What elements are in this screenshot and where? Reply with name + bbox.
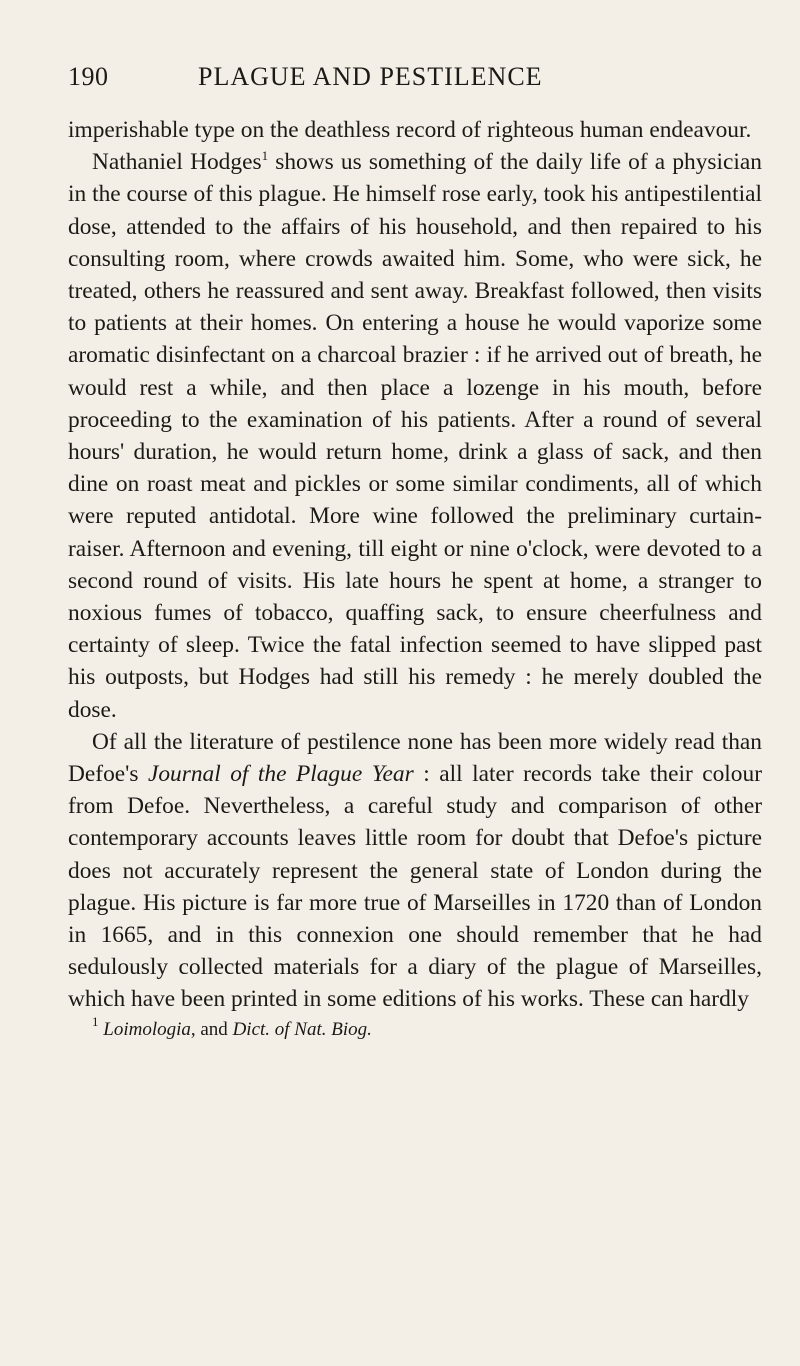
book-page xyxy=(68,62,762,1042)
page-number: 190 xyxy=(68,62,109,91)
book-title: Journal of the Plague Year xyxy=(147,761,414,788)
footnote-source-2: Dict. of Nat. Biog. xyxy=(232,1018,372,1040)
running-title: PLAGUE AND PESTILENCE xyxy=(198,62,543,91)
paragraph-3 xyxy=(68,726,762,1016)
footnote-conjunction: , and xyxy=(190,1018,233,1040)
footnote-marker: 1 xyxy=(92,1013,99,1029)
paragraph-3-start: Of all the literature of pestilence none has been more widely read than Defoe's xyxy=(68,728,762,788)
footnote-reference: 1 xyxy=(261,148,269,164)
body-text xyxy=(68,114,762,1016)
paragraph-2-rest: shows us something of the daily life of a physician in the course of this plague. He himself rose early, took his antipestilential dose, attended to the affairs of his household, and then repaired to his consulting room, where crowds awaited him. Some, who were sick, he treated, others he reassured and sent away. Breakfast followed, then visits to patients at their homes. On entering a house he would vaporize some aromatic disinfectant on a charcoal brazier : if he arrived out of breath, he would rest a while, and then place a lozenge in his mouth, before proceeding to the examination of his patients. After a round of several hours' duration, he would return home, drink a glass of sack, and then dine on roast meat and pickles or some similar condiments, all of which were reputed antidotal. More wine followed the preliminary curtain-raiser. Afternoon and evening, till eight or nine o'clock, were devoted to a second round of visits. His late hours he spent at home, a stranger to noxious fumes of tobacco, quaffing sack, to ensure cheerfulness and certainty of sleep. Twice the fatal infection seemed to have slipped past his outposts, but Hodges had still his remedy : he merely doubled the dose. xyxy=(68,149,762,723)
footnote-source-1: Loimologia xyxy=(103,1018,191,1040)
running-head xyxy=(68,62,762,98)
paragraph-2-start: Nathaniel Hodges xyxy=(92,149,262,176)
paragraph-3-rest: : all later records take their colour from Defoe. Nevertheless, a careful study and comparison of other contemporary accounts leaves little room for doubt that Defoe's picture does not accurately represent the general state of London during the plague. His picture is far more true of Marseilles in 1720 than of London in 1665, and in this connexion one should remember that he had sedulously collected materials for a diary of the plague of Marseilles, which have been printed in some editions of his works. These can hardly xyxy=(68,761,762,1013)
paragraph-1: imperishable type on the deathless record of righteous human endeavour. xyxy=(68,117,752,143)
footnote xyxy=(68,1013,762,1042)
paragraph-2 xyxy=(68,146,762,726)
